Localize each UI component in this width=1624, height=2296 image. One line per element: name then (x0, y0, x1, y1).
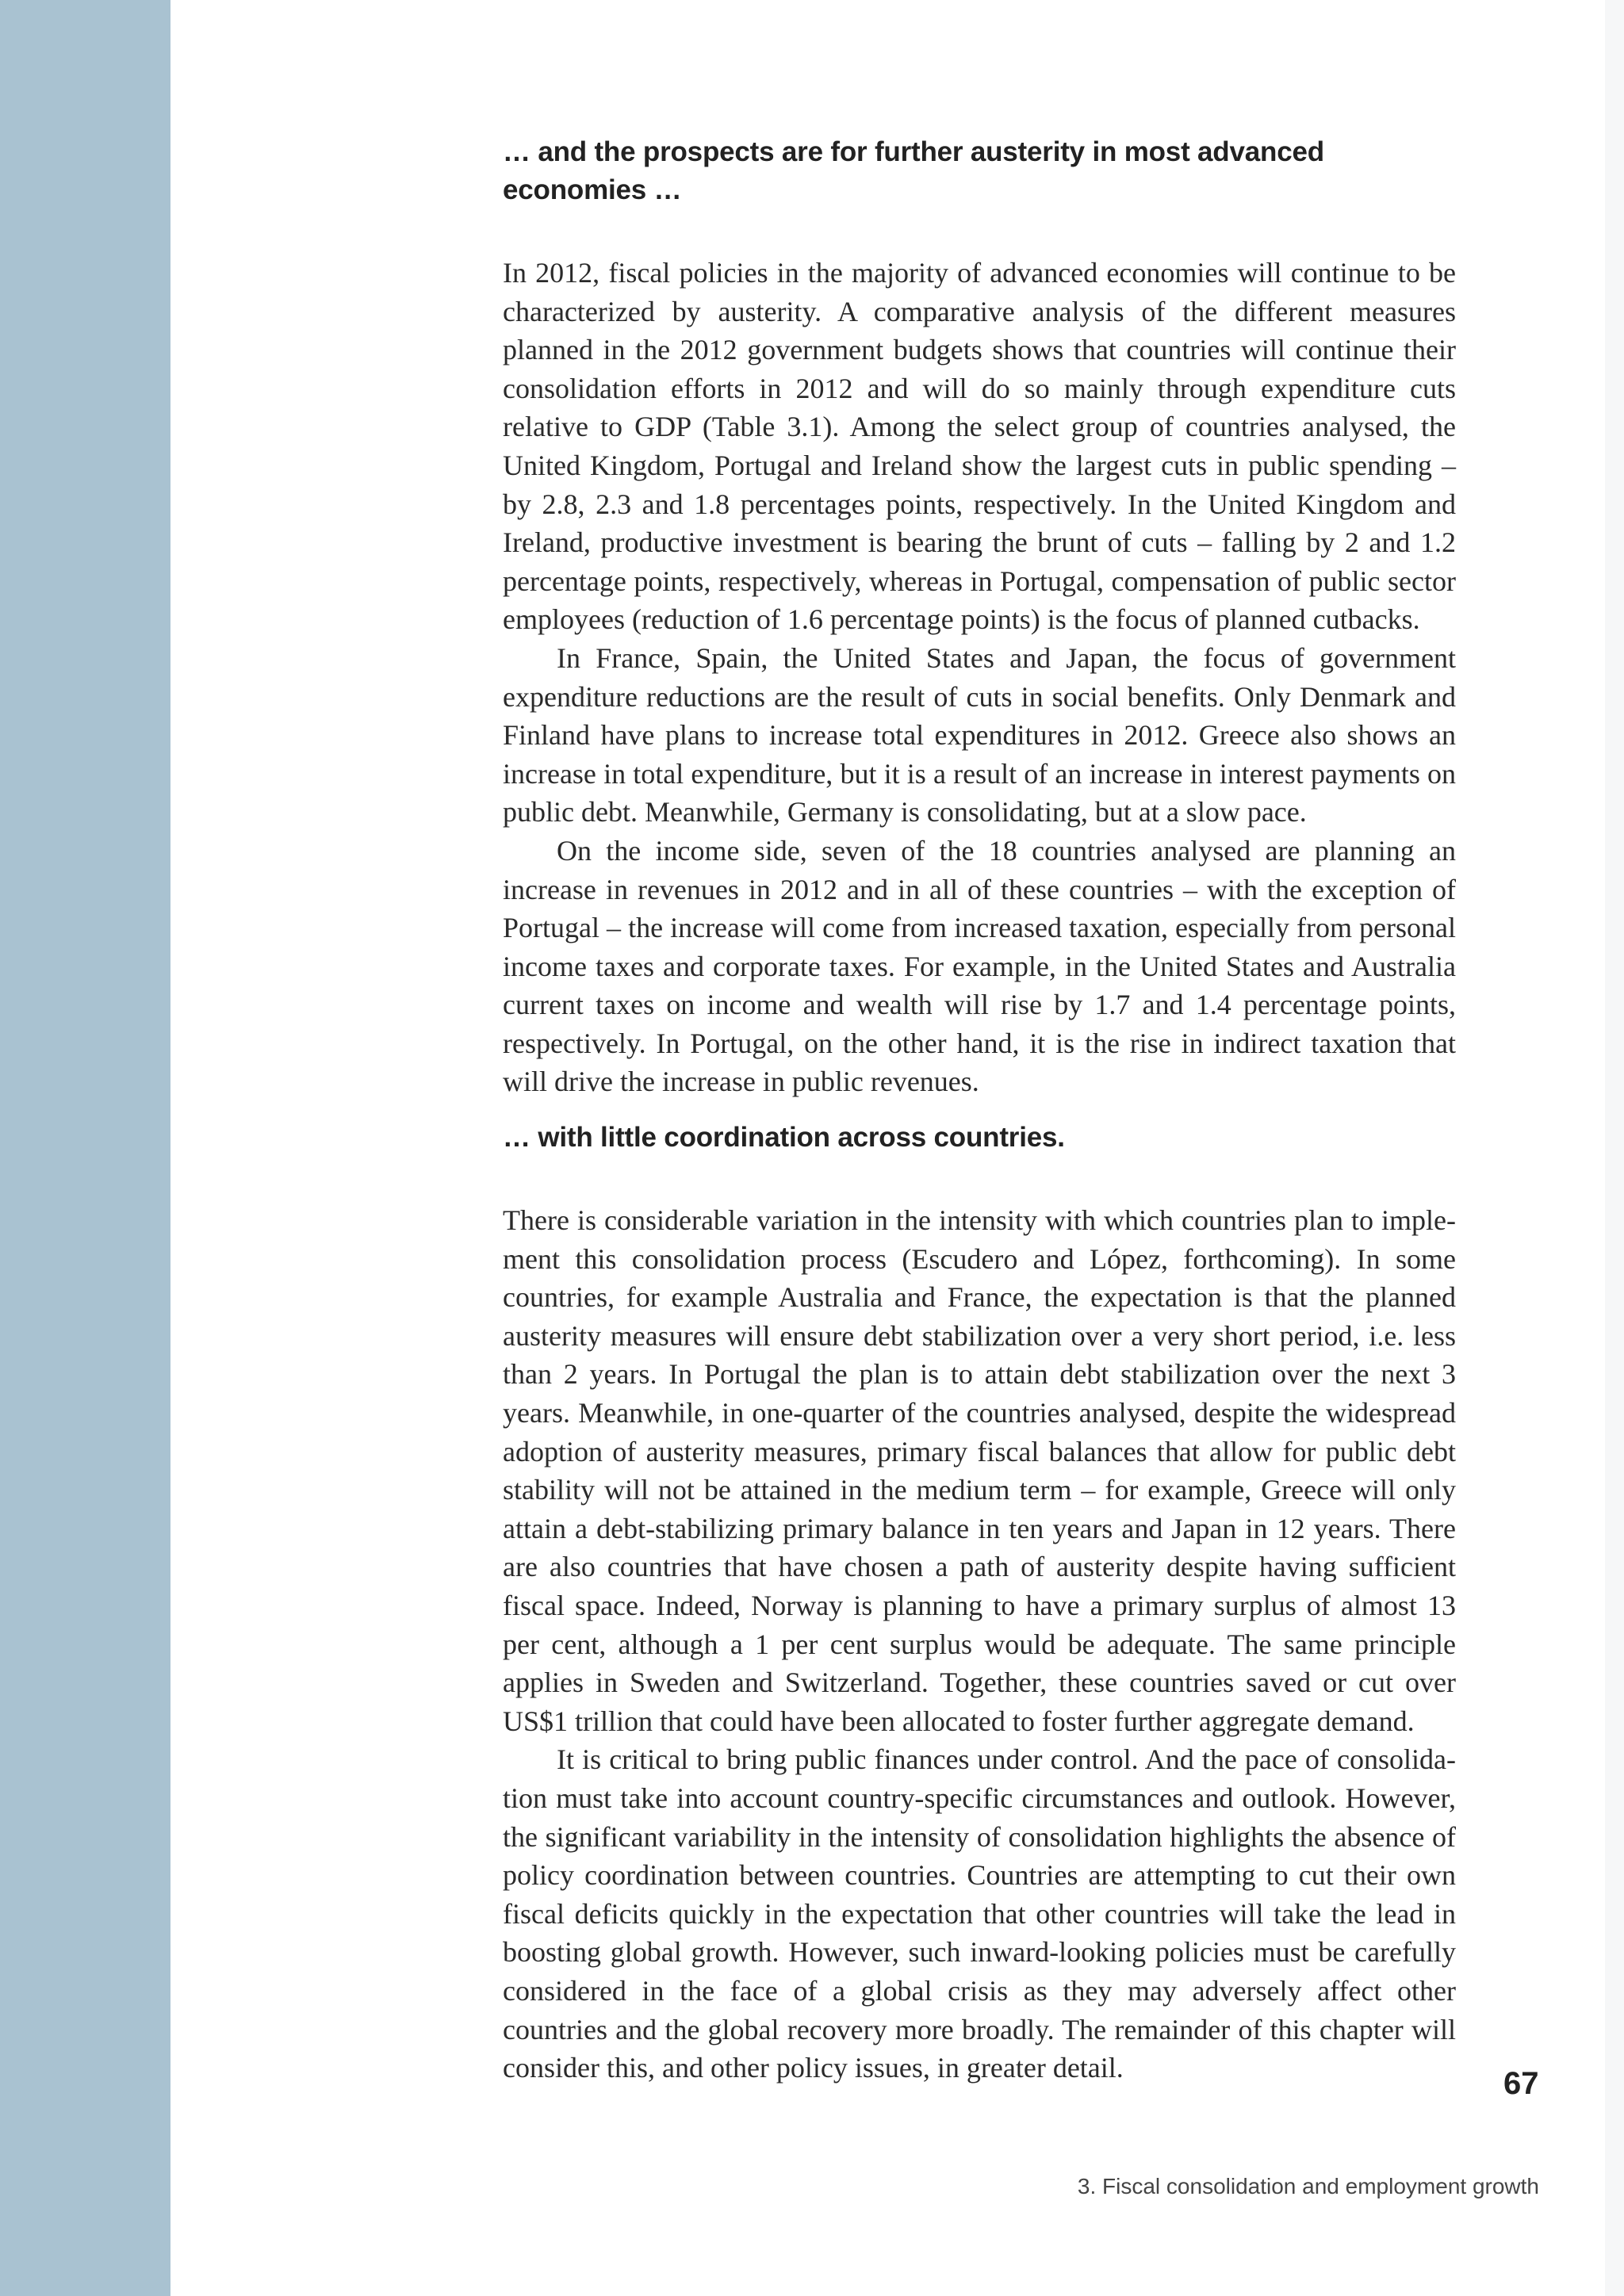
main-content (503, 133, 1456, 2087)
left-margin-band (0, 0, 170, 2296)
section-heading-austerity: … and the prospects are for further austerity in most advanced economies … (503, 136, 1324, 205)
right-edge-strip (1605, 0, 1624, 2296)
body-paragraph: On the income side, seven of the 18 countries analysed are planning an increase in revenues in 2012 and in all of these countries – with the exception of Portugal – the increase will come from increased taxation, especially from personal income taxes and corporate taxes. For example, in the United States and Australia current taxes on income and wealth will rise by 1.7 and 1.4 percentage points, respectively. In Portugal, on the other hand, it is the rise in indirect taxation that will drive the increase in public revenues. (503, 834, 1456, 1098)
body-paragraph: In 2012, fiscal policies in the majority of advanced economies will continue to be characterized by austerity. A comparative analysis of the different measures planned in the 2012 government budgets shows that countries will continue their consolidation efforts in 2012 and will do so mainly through expenditure cuts relative to GDP (Table 3.1). Among the select group of countries analysed, the United Kingdom, Portugal and Ireland show the largest cuts in public spending – by 2.8, 2.3 and 1.8 percentages points, respectively. In the United Kingdom and Ireland, productive investment is bearing the brunt of cuts – falling by 2 and 1.2 percentage points, respectively, whereas in Portugal, compensation of public sector employees (reduction of 1.6 percentage points) is the focus of planned cutbacks. (503, 257, 1456, 636)
page-number: 67 (1503, 2066, 1539, 2101)
body-paragraph: It is critical to bring public finances under control. And the pace of consolidation must take into account country-specific circumstances and outlook. However, the significant variability in the intensity of consolidation highlights the absence of policy coordination between countries. Countries are attempting to cut their own fiscal deficits quickly in the expectation that other countries will take the lead in boosting global growth. However, such inward-looking policies must be carefully considered in the face of a global crisis as they may adversely affect other countries and the global recovery more broadly. The remainder of this chapter will consider this, and other policy issues, in greater detail. (503, 1743, 1456, 2084)
body-paragraph: There is considerable variation in the intensity with which countries plan to implement this consolidation process (Escudero and López, forthcoming). In some countries, for example Australia and France, the expectation is that the planned austerity measures will ensure debt stabilization over a very short period, i.e. less than 2 years. In Portugal the plan is to attain debt stabilization over the next 3 years. Meanwhile, in one-quarter of the countries analysed, despite the widespread adoption of austerity measures, primary fiscal balances that allow for public debt stability will not be attained in the medium term – for example, Greece will only attain a debt-stabilizing primary balance in ten years and Japan in 12 years. There are also countries that have chosen a path of austerity despite having sufficient fiscal space. Indeed, Norway is planning to have a primary surplus of almost 13 per cent, although a 1 per cent surplus would be adequate. The same principle applies in Sweden and Switzerland. Together, these countries saved or cut over US$1 trillion that could have been allocated to foster further aggregate demand. (503, 1204, 1456, 1737)
body-paragraph: In France, Spain, the United States and Japan, the focus of government expenditure reductions are the result of cuts in social benefits. Only Denmark and Finland have plans to increase total expenditures in 2012. Greece also shows an increase in total expenditure, but it is a result of an increase in interest payments on public debt. Meanwhile, Germany is consolidating, but at a slow pace. (503, 641, 1456, 828)
running-footer: 3. Fiscal consolidation and employment growth (1077, 2174, 1539, 2198)
section-heading-coordination: … with little coordination across countries. (503, 1122, 1065, 1154)
